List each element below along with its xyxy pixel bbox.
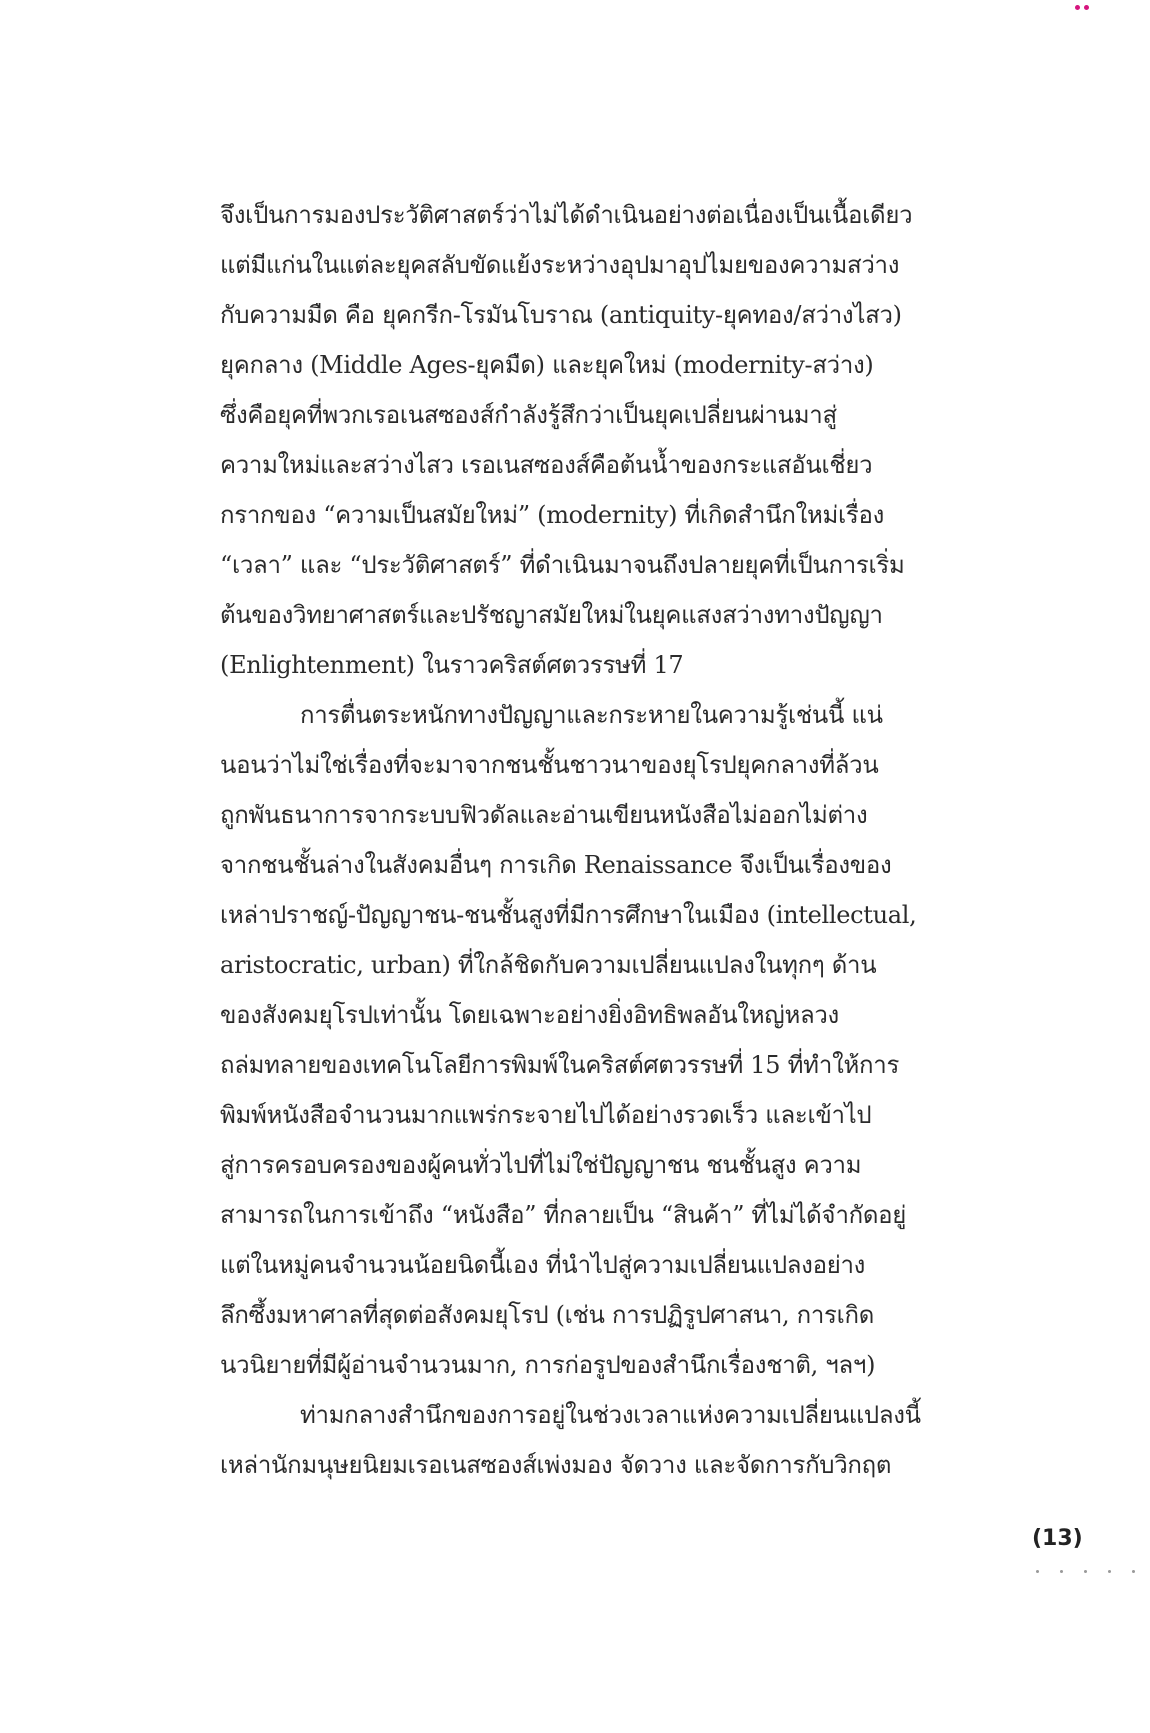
text-line: นวนิยายที่มีผู้อ่านจำนวนมาก, การก่อรูปของสำนึกเรื่องชาติ, ฯลฯ) — [220, 1351, 876, 1379]
text-line: ของสังคมยุโรปเท่านั้น โดยเฉพาะอย่างยิ่งอิทธิพลอันใหญ่หลวง — [220, 1001, 839, 1029]
text-line: ต้นของวิทยาศาสตร์และปรัชญาสมัยใหม่ในยุคแสงสว่างทางปัญญา — [220, 601, 883, 629]
text-line: สามารถในการเข้าถึง “หนังสือ” ที่กลายเป็น “สินค้า” ที่ไม่ได้จำกัดอยู่ — [220, 1201, 907, 1229]
text-line: แต่มีแก่นในแต่ละยุคสลับขัดแย้งระหว่างอุปมาอุปไมยของความสว่าง — [220, 251, 900, 279]
text-line: ซึ่งคือยุคที่พวกเรอเนสซองส์กำลังรู้สึกว่าเป็นยุคเปลี่ยนผ่านมาสู่ — [220, 401, 837, 429]
bottom-decorative-dots — [1036, 1568, 1148, 1576]
text-line: เหล่าปราชญ์-ปัญญาชน-ชนชั้นสูงที่มีการศึกษาในเมือง (intellectual, — [220, 901, 917, 929]
text-line: ความใหม่และสว่างไสว เรอเนสซองส์คือต้นน้ำของกระแสอันเชี่ยว — [220, 451, 873, 479]
top-decorative-dots — [1073, 0, 1103, 12]
top-dot — [1075, 5, 1080, 10]
text-line: สู่การครอบครองของผู้คนทั่วไปที่ไม่ใช่ปัญญาชน ชนชั้นสูง ความ — [220, 1151, 862, 1179]
text-line: เหล่านักมนุษยนิยมเรอเนสซองส์เพ่งมอง จัดวาง และจัดการกับวิกฤต — [220, 1451, 892, 1479]
text-line: ท่ามกลางสำนึกของการอยู่ในช่วงเวลาแห่งความเปลี่ยนแปลงนี้ — [300, 1401, 921, 1429]
bottom-dot — [1108, 1570, 1111, 1573]
body-text — [220, 190, 972, 1490]
text-line: (Enlightenment) ในราวคริสต์ศตวรรษที่ 17 — [220, 651, 684, 679]
text-line: ถล่มทลายของเทคโนโลยีการพิมพ์ในคริสต์ศตวรรษที่ 15 ที่ทำให้การ — [220, 1051, 900, 1079]
text-line: การตื่นตระหนักทางปัญญาและกระหายในความรู้เช่นนี้ แน่ — [300, 701, 883, 729]
bottom-dot — [1036, 1570, 1039, 1573]
text-line: ถูกพันธนาการจากระบบฟิวดัลและอ่านเขียนหนังสือไม่ออกไม่ต่าง — [220, 801, 868, 829]
page-number: (13) — [1032, 1526, 1083, 1551]
text-line: นอนว่าไม่ใช่เรื่องที่จะมาจากชนชั้นชาวนาของยุโรปยุคกลางที่ล้วน — [220, 751, 879, 779]
text-line: กรากของ “ความเป็นสมัยใหม่” (modernity) ที่เกิดสำนึกใหม่เรื่อง — [220, 501, 885, 529]
text-line: จากชนชั้นล่างในสังคมอื่นๆ การเกิด Renaissance จึงเป็นเรื่องของ — [220, 851, 892, 879]
text-line: “เวลา” และ “ประวัติศาสตร์” ที่ดำเนินมาจนถึงปลายยุคที่เป็นการเริ่ม — [220, 551, 905, 579]
text-line: จึงเป็นการมองประวัติศาสตร์ว่าไม่ได้ดำเนินอย่างต่อเนื่องเป็นเนื้อเดียว — [220, 201, 913, 229]
text-line: กับความมืด คือ ยุคกรีก-โรมันโบราณ (antiquity-ยุคทอง/สว่างไสว) — [220, 301, 902, 329]
text-line: ยุคกลาง (Middle Ages-ยุคมืด) และยุคใหม่ (modernity-สว่าง) — [220, 351, 874, 379]
text-line: พิมพ์หนังสือจำนวนมากแพร่กระจายไปได้อย่างรวดเร็ว และเข้าไป — [220, 1101, 872, 1129]
text-line: aristocratic, urban) ที่ใกล้ชิดกับความเปลี่ยนแปลงในทุกๆ ด้าน — [220, 951, 877, 979]
text-line: ลึกซึ้งมหาศาลที่สุดต่อสังคมยุโรป (เช่น การปฏิรูปศาสนา, การเกิด — [220, 1301, 875, 1329]
bottom-dot — [1132, 1570, 1135, 1573]
bottom-dot — [1084, 1570, 1087, 1573]
top-dot — [1084, 5, 1089, 10]
text-line: แต่ในหมู่คนจำนวนน้อยนิดนี้เอง ที่นำไปสู่ความเปลี่ยนแปลงอย่าง — [220, 1251, 866, 1279]
bottom-dot — [1060, 1570, 1063, 1573]
